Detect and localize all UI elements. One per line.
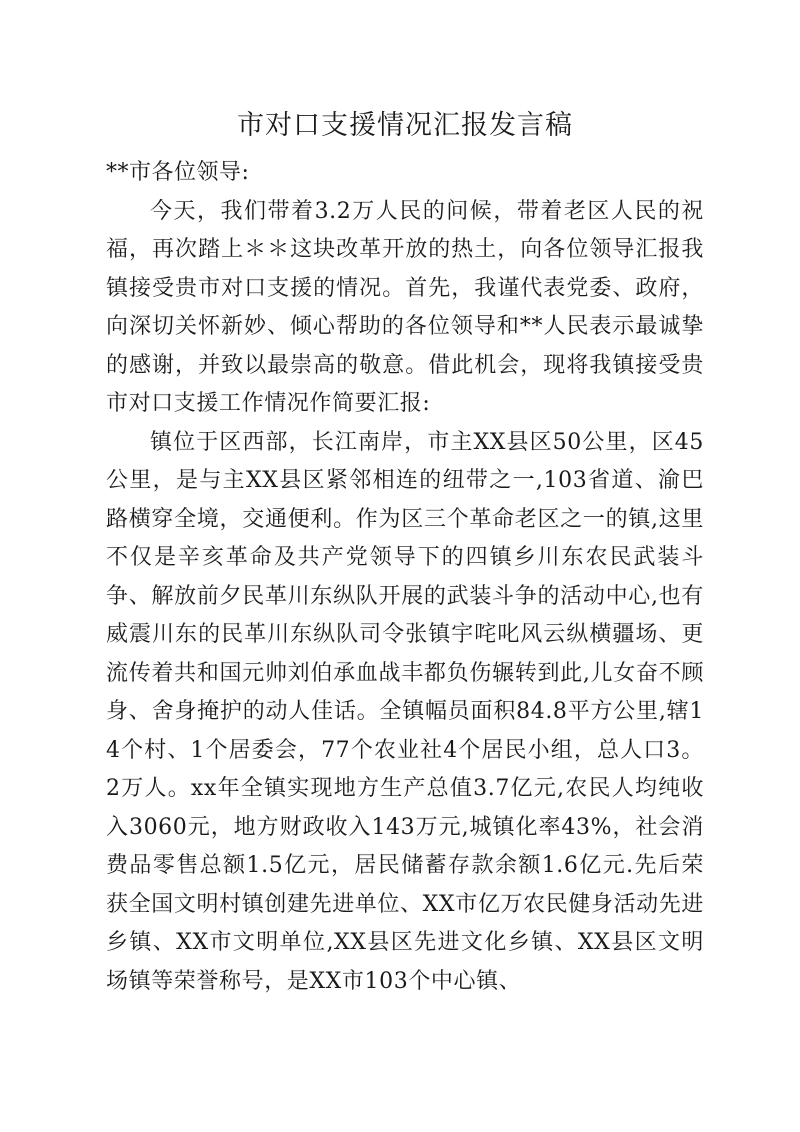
document-title: 市对口支援情况汇报发言稿 [237, 110, 573, 141]
paragraph-intro: 今天，我们带着3.2万人民的问候，带着老区人民的祝福，再次踏上＊＊这块改革开放的热土，向各位领导汇报我镇接受贵市对口支援的情况。首先，我谨代表党委、政府，向深切关怀新妙、倾心帮助的各位领导和**人民表示最诚挚的感谢，并致以最崇高的敬意。借此机会，现将我镇接受贵市对口支援工作情况作简要汇报: [106, 198, 704, 416]
salutation: **市各位领导: [106, 160, 250, 185]
paragraph-town-overview: 镇位于区西部，长江南岸，市主XX县区50公里，区45公里，是与主XX县区紧邻相连的纽带之一,103省道、渝巴路横穿全境，交通便利。作为区三个革命老区之一的镇,这里不仅是辛亥革命及共产党领导下的四镇乡川东农民武装斗争、解放前夕民革川东纵队开展的武装斗争的活动中心,也有威震川东的民革川东纵队司令张镇宇咤叱风云纵横疆场、更流传着共和国元帅刘伯承血战丰都负伤辗转到此,儿女奋不顾身、舍身掩护的动人佳话。全镇幅员面积84.8平方公里,辖14个村、1个居委会，77个农业社4个居民小组，总人口3。2万人。xx年全镇实现地方生产总值3.7亿元,农民人均纯收入3060元，地方财政收入143万元,城镇化率43%，社会消费品零售总额1.5亿元，居民储蓄存款余额1.6亿元.先后荣获全国文明村镇创建先进单位、XX市亿万农民健身活动先进乡镇、XX市文明单位,XX县区先进文化乡镇、XX县区文明场镇等荣誉称号，是XX市103个中心镇、 [106, 429, 704, 994]
